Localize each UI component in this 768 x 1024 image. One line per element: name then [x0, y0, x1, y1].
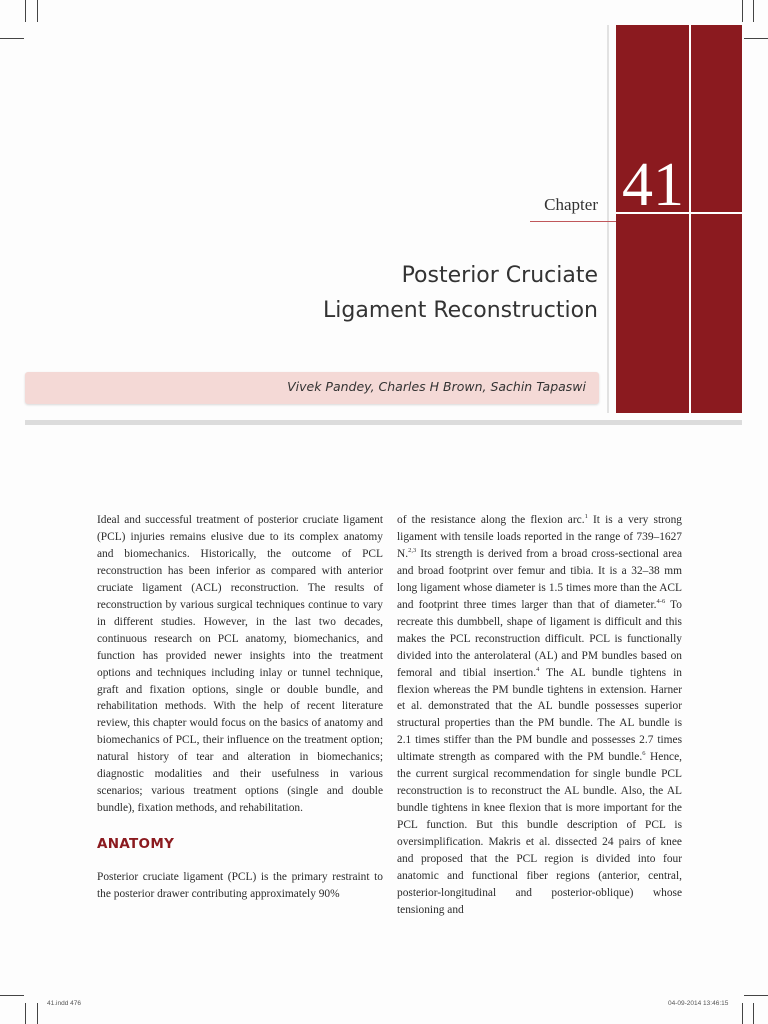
crop-mark — [25, 1003, 26, 1024]
citation: 2,3 — [408, 547, 417, 555]
chapter-band-divider — [689, 25, 691, 413]
citation: 4 — [536, 665, 540, 673]
chapter-underline — [530, 221, 616, 222]
chapter-number: 41 — [622, 151, 684, 219]
crop-mark — [742, 0, 743, 22]
section-heading-anatomy: ANATOMY — [97, 836, 175, 853]
anatomy-paragraph: Posterior cruciate ligament (PCL) is the primary restraint to the posterior drawer contributing approximately 90% — [97, 871, 383, 901]
chapter-title-line-2: Ligament Reconstruction — [323, 298, 598, 323]
text-run: Hence, the current surgical recommendation for single bundle PCL reconstruction is to reconstruct the AL bundle. Also, the AL bundle tightens in knee flexion that is more important for the PCL function. But this bundle description of PCL is oversimplification. Makris et al. dissected 24 pairs of knee and proposed that the PCL region is divided into four anatomic and functional fiber regions (anterior, central, posterior-longitudinal and posterior-oblique) whose tensioning and — [397, 751, 682, 916]
citation: 1 — [584, 513, 588, 521]
crop-mark — [37, 1003, 38, 1024]
citation: 4-6 — [656, 597, 666, 605]
chapter-label: Chapter — [544, 195, 598, 214]
text-run: of the resistance along the flexion arc. — [397, 514, 585, 526]
body-column-right — [397, 512, 682, 919]
citation: 6 — [642, 750, 646, 758]
crop-mark — [37, 0, 38, 22]
footer-file-slug: 41.indd 476 — [47, 1000, 81, 1007]
chapter-title-line-1: Posterior Cruciate — [401, 263, 598, 288]
body-column-left — [97, 512, 383, 903]
crop-mark — [744, 995, 768, 996]
crop-mark — [742, 1003, 743, 1024]
crop-mark — [0, 38, 24, 39]
header-separator-bar — [25, 420, 742, 425]
footer-timestamp: 04-09-2014 13:46:15 — [668, 1000, 729, 1007]
crop-mark — [25, 0, 26, 22]
anatomy-paragraph-continued — [397, 512, 682, 919]
crop-mark — [753, 0, 754, 22]
crop-mark — [0, 995, 24, 996]
crop-mark — [744, 38, 768, 39]
crop-mark — [753, 1003, 754, 1024]
chapter-title — [260, 258, 598, 328]
chapter-authors: Vivek Pandey, Charles H Brown, Sachin Tapaswi — [287, 379, 586, 394]
text-run: The AL bundle tightens in flexion whereas the PM bundle tightens in extension. Harner et al. demonstrated that the AL bundle possesses superior structural properties than the PM bundle. The AL bundle is 2.1 times stiffer than the PM bundle and possesses 2.7 times ultimate strength as compared with the PM bundle. — [397, 666, 682, 764]
intro-paragraph: Ideal and successful treatment of posterior cruciate ligament (PCL) injuries remains elusive due to its complex anatomy and biomechanics. Historically, the outcome of PCL reconstruction has been inferior as compared with anterior cruciate ligament (ACL) reconstruction. The results of reconstruction by various surgical techniques continue to vary in different studies. However, in the last two decades, continuous research on PCL anatomy, biomechanics, and function has provided newer insights into the treatment options and techniques including inlay or tunnel technique, graft and fixation options, single or double bundle, and rehabilitation methods. With the help of recent literature review, this chapter would focus on the basics of anatomy and biomechanics of PCL, their influence on the treatment option; natural history of tear and alteration in biomechanics; diagnostic modalities and their usefulness in various scenarios; various treatment options (single and double bundle), fixation methods, and rehabilitation. — [97, 514, 383, 815]
header-divider-line — [607, 25, 609, 413]
text-run: It is a very strong ligament with tensile loads reported in the range of 739–1627 N. — [397, 514, 682, 560]
text-run: To recreate this dumbbell, shape of ligament is difficult and this makes the PCL reconstruction difficult. PCL is functionally divided into the anterolateral (AL) and PM bundles based on femoral and tibial insertion. — [397, 598, 683, 679]
text-run: Its strength is derived from a broad cross-sectional area and broad footprint over femur and tibia. It is a 32–38 mm long ligament whose diameter is 1.5 times more than the ACL and footprint three times larger than that of diameter. — [397, 547, 682, 611]
